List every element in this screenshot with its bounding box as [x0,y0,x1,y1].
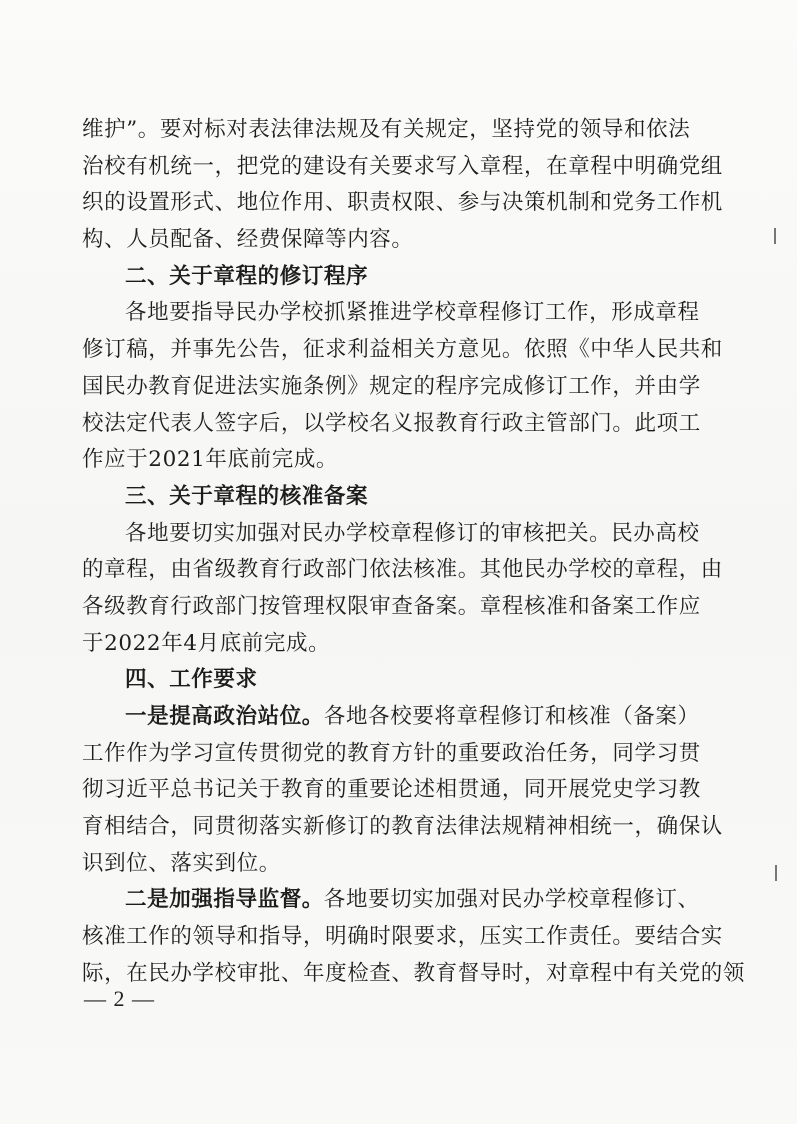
document-body [82,112,746,993]
section-heading-4: 四、工作要求 [125,667,258,693]
paragraph-line: 的章程，由省级教育行政部门依法核准。其他民办学校的章程，由 [82,557,723,583]
lead-rest: 各地各校要将章程修订和核准（备案） [323,704,700,729]
paragraph-line: 国民办教育促进法实施条例》规定的程序完成修订工作，并由学 [82,373,701,399]
section-heading-2: 二、关于章程的修订程序 [125,263,369,289]
lead-phrase: 二是加强指导监督。 [125,887,324,913]
lead-phrase: 一是提高政治站位。 [125,704,324,729]
paragraph-line: 治校有机统一，把党的建设有关要求写入章程，在章程中明确党组 [82,153,723,179]
paragraph-line: 核准工作的领导和指导，明确时限要求，压实工作责任。要结合实 [82,924,723,950]
paragraph-line: 各地要指导民办学校抓紧推进学校章程修订工作，形成章程 [125,300,700,326]
paragraph-line: 维护”。要对标对表法律法规及有关规定，坚持党的领导和依法 [82,117,691,142]
paragraph-line: 识到位、落实到位。 [82,850,281,876]
paragraph-line: 际，在民办学校审批、年度检查、教育督导时，对章程中有关党的领 [82,960,746,986]
section-heading-3: 三、关于章程的核准备案 [125,483,369,509]
paragraph-line: 育相结合，同贯彻落实新修订的教育法律法规精神相统一，确保认 [82,814,723,840]
scan-mark [774,228,776,244]
paragraph-line: 作应于2021年底前完成。 [82,447,339,473]
paragraph-line-lead-1 [82,699,722,736]
paragraph-line: 工作作为学习宣传贯彻党的教育方针的重要政治任务，同学习贯 [82,740,701,766]
paragraph-line: 各级教育行政部门按管理权限审查备案。章程核准和备案工作应 [82,593,701,619]
paragraph-line: 彻习近平总书记关于教育的重要论述相贯通，同开展党史学习教 [82,777,701,803]
paragraph-line: 修订稿，并事先公告，征求利益相关方意见。依照《中华人民共和 [82,337,723,363]
paragraph-line: 构、人员配备、经费保障等内容。 [82,227,414,253]
paragraph-line: 校法定代表人签字后，以学校名义报教育行政主管部门。此项工 [82,410,701,436]
paragraph-line: 于2022年4月底前完成。 [82,630,331,656]
paragraph-line: 织的设置形式、地位作用、职责权限、参与决策机制和党务工作机 [82,190,723,216]
lead-rest: 各地要切实加强对民办学校章程修订、 [323,887,700,913]
page-number: — 2 — [84,986,155,1011]
scan-mark [775,865,777,881]
paragraph-line: 各地要切实加强对民办学校章程修订的审核把关。民办高校 [125,520,700,546]
paragraph-line-lead-2 [82,882,722,919]
